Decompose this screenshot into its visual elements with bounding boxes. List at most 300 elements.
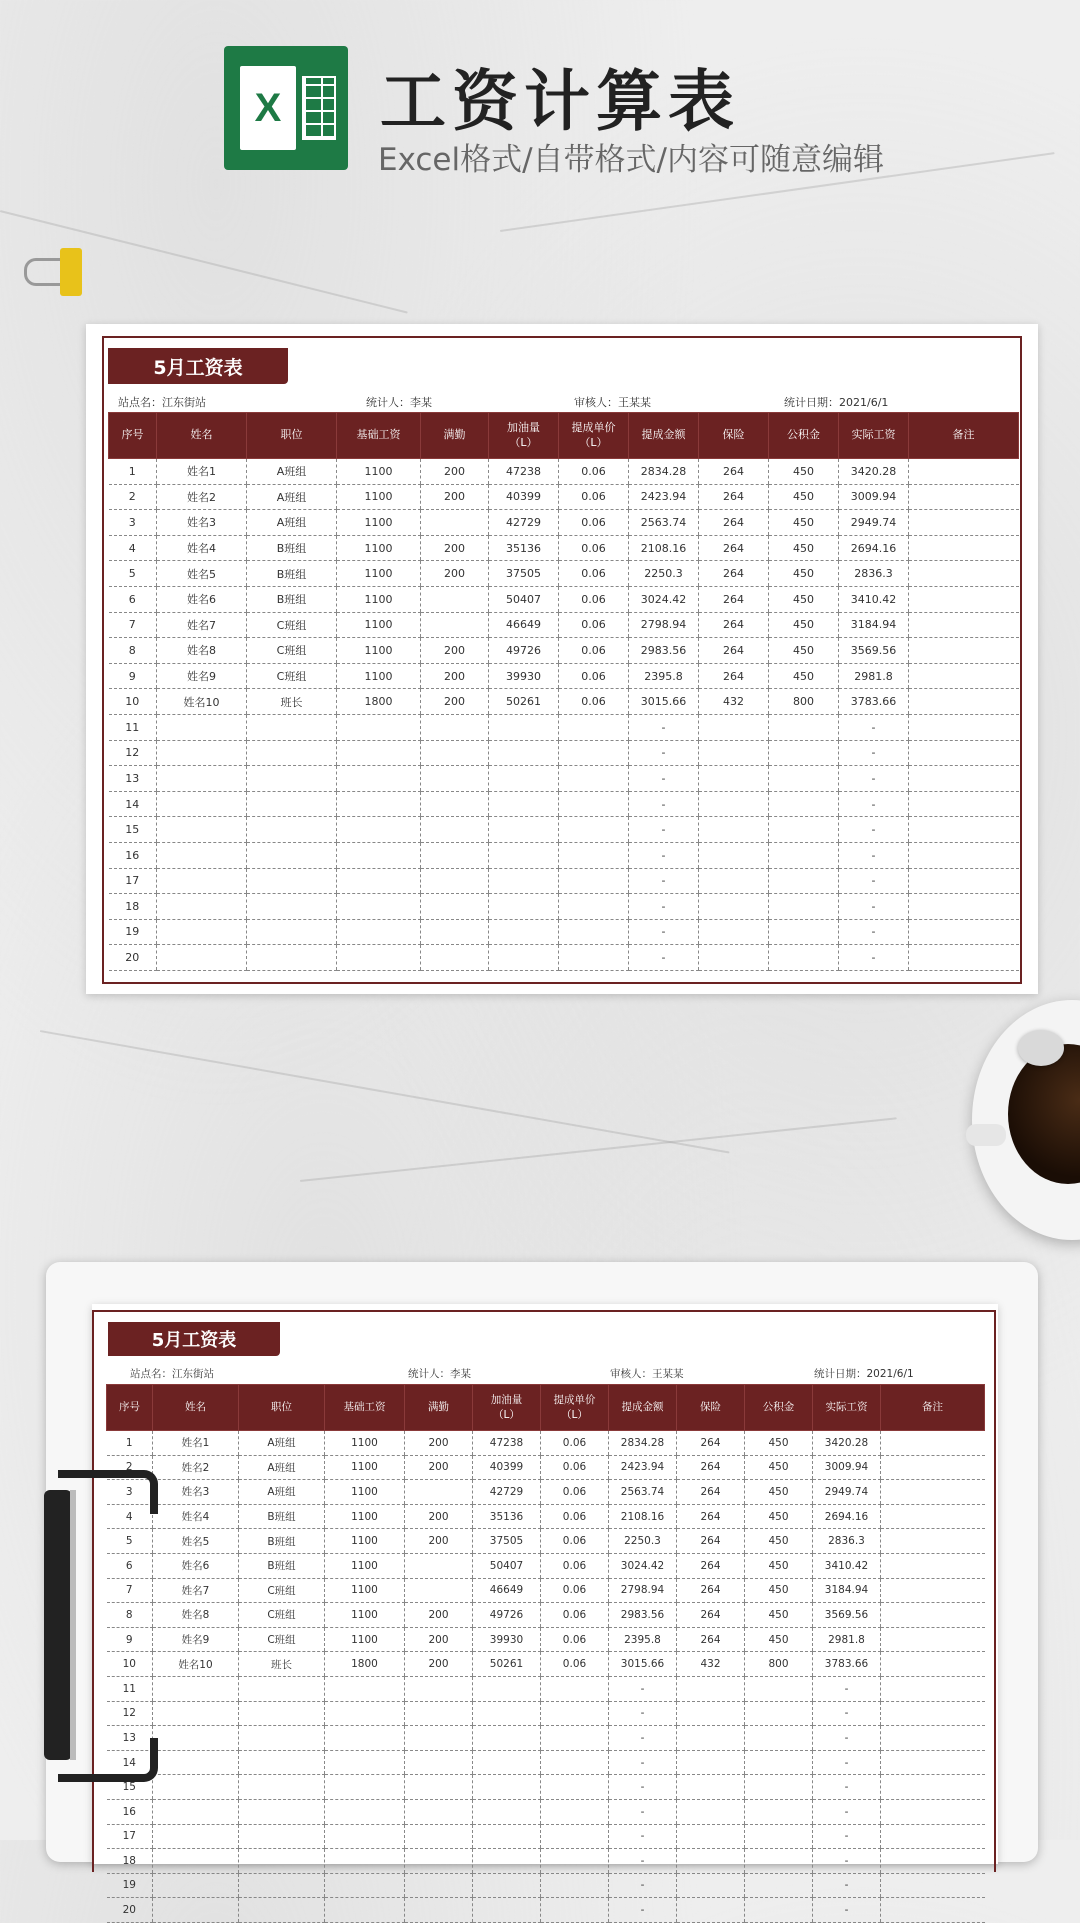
table-cell[interactable]: 姓名8 bbox=[153, 1603, 239, 1628]
table-cell[interactable] bbox=[405, 1553, 473, 1578]
table-cell[interactable] bbox=[909, 791, 1019, 817]
table-cell[interactable]: 14 bbox=[109, 791, 157, 817]
table-cell[interactable] bbox=[699, 714, 769, 740]
table-cell[interactable]: 2423.94 bbox=[629, 484, 699, 510]
table-cell[interactable]: - bbox=[813, 1750, 881, 1775]
table-cell[interactable] bbox=[473, 1849, 541, 1874]
table-cell[interactable]: 3 bbox=[107, 1480, 153, 1505]
table-cell[interactable]: - bbox=[629, 945, 699, 971]
table-cell[interactable]: 16 bbox=[107, 1799, 153, 1824]
table-cell[interactable] bbox=[473, 1701, 541, 1726]
table-cell[interactable] bbox=[157, 945, 247, 971]
table-cell[interactable] bbox=[909, 484, 1019, 510]
table-cell[interactable]: 200 bbox=[405, 1504, 473, 1529]
table-cell[interactable] bbox=[909, 868, 1019, 894]
table-cell[interactable]: 3009.94 bbox=[813, 1455, 881, 1480]
table-cell[interactable]: 2949.74 bbox=[839, 510, 909, 536]
table-cell[interactable]: 姓名4 bbox=[157, 535, 247, 561]
table-cell[interactable]: 0.06 bbox=[559, 484, 629, 510]
table-cell[interactable] bbox=[325, 1750, 405, 1775]
table-cell[interactable] bbox=[421, 740, 489, 766]
table-cell[interactable]: 4 bbox=[109, 535, 157, 561]
table-cell[interactable]: 2 bbox=[109, 484, 157, 510]
table-cell[interactable]: 2798.94 bbox=[629, 612, 699, 638]
table-cell[interactable] bbox=[909, 638, 1019, 664]
table-cell[interactable]: 450 bbox=[769, 612, 839, 638]
table-cell[interactable]: - bbox=[839, 740, 909, 766]
table-cell[interactable]: 200 bbox=[405, 1455, 473, 1480]
table-cell[interactable]: A班组 bbox=[247, 484, 337, 510]
table-cell[interactable]: - bbox=[609, 1849, 677, 1874]
table-cell[interactable]: A班组 bbox=[247, 510, 337, 536]
table-cell[interactable]: 1100 bbox=[337, 612, 421, 638]
table-cell[interactable]: - bbox=[609, 1799, 677, 1824]
table-cell[interactable] bbox=[677, 1849, 745, 1874]
table-cell[interactable]: 264 bbox=[677, 1578, 745, 1603]
table-cell[interactable] bbox=[247, 894, 337, 920]
table-cell[interactable] bbox=[421, 766, 489, 792]
table-cell[interactable] bbox=[489, 766, 559, 792]
table-cell[interactable]: 8 bbox=[107, 1603, 153, 1628]
table-cell[interactable]: - bbox=[813, 1898, 881, 1923]
table-cell[interactable]: 姓名5 bbox=[157, 561, 247, 587]
table-cell[interactable]: 姓名10 bbox=[157, 689, 247, 715]
table-cell[interactable]: 200 bbox=[405, 1627, 473, 1652]
table-cell[interactable] bbox=[337, 791, 421, 817]
table-cell[interactable] bbox=[405, 1701, 473, 1726]
table-cell[interactable]: - bbox=[629, 766, 699, 792]
table-cell[interactable]: 264 bbox=[677, 1480, 745, 1505]
table-cell[interactable] bbox=[541, 1849, 609, 1874]
table-cell[interactable] bbox=[909, 535, 1019, 561]
table-cell[interactable]: 200 bbox=[421, 689, 489, 715]
table-cell[interactable] bbox=[157, 868, 247, 894]
table-cell[interactable]: 1100 bbox=[325, 1603, 405, 1628]
table-cell[interactable] bbox=[745, 1898, 813, 1923]
table-cell[interactable]: 2423.94 bbox=[609, 1455, 677, 1480]
table-cell[interactable] bbox=[489, 894, 559, 920]
table-cell[interactable] bbox=[489, 868, 559, 894]
table-cell[interactable]: A班组 bbox=[239, 1455, 325, 1480]
table-cell[interactable]: 264 bbox=[677, 1603, 745, 1628]
table-cell[interactable]: 3783.66 bbox=[839, 689, 909, 715]
table-cell[interactable]: - bbox=[839, 817, 909, 843]
table-cell[interactable]: 3420.28 bbox=[839, 459, 909, 485]
table-cell[interactable] bbox=[325, 1676, 405, 1701]
table-cell[interactable] bbox=[677, 1726, 745, 1751]
table-cell[interactable]: 264 bbox=[699, 612, 769, 638]
table-cell[interactable]: 0.06 bbox=[559, 561, 629, 587]
table-cell[interactable] bbox=[745, 1676, 813, 1701]
table-cell[interactable]: B班组 bbox=[247, 586, 337, 612]
table-cell[interactable] bbox=[541, 1873, 609, 1898]
table-cell[interactable]: 2834.28 bbox=[629, 459, 699, 485]
table-cell[interactable] bbox=[881, 1480, 985, 1505]
table-cell[interactable]: 0.06 bbox=[541, 1455, 609, 1480]
table-cell[interactable] bbox=[541, 1775, 609, 1800]
table-cell[interactable]: 1100 bbox=[337, 484, 421, 510]
table-cell[interactable]: - bbox=[609, 1775, 677, 1800]
table-cell[interactable] bbox=[881, 1504, 985, 1529]
table-cell[interactable]: 450 bbox=[769, 561, 839, 587]
table-cell[interactable]: 3184.94 bbox=[813, 1578, 881, 1603]
table-cell[interactable]: 432 bbox=[699, 689, 769, 715]
table-cell[interactable] bbox=[153, 1824, 239, 1849]
table-cell[interactable]: 5 bbox=[107, 1529, 153, 1554]
table-cell[interactable]: 6 bbox=[107, 1553, 153, 1578]
table-cell[interactable] bbox=[153, 1898, 239, 1923]
table-cell[interactable] bbox=[473, 1873, 541, 1898]
table-cell[interactable]: 18 bbox=[109, 894, 157, 920]
table-cell[interactable] bbox=[769, 919, 839, 945]
table-cell[interactable] bbox=[421, 510, 489, 536]
table-cell[interactable] bbox=[239, 1873, 325, 1898]
table-cell[interactable]: - bbox=[839, 791, 909, 817]
table-cell[interactable] bbox=[247, 740, 337, 766]
table-cell[interactable]: 班长 bbox=[239, 1652, 325, 1677]
table-cell[interactable] bbox=[405, 1578, 473, 1603]
table-cell[interactable] bbox=[421, 791, 489, 817]
table-cell[interactable]: 1 bbox=[107, 1431, 153, 1456]
table-cell[interactable]: 16 bbox=[109, 842, 157, 868]
table-cell[interactable]: 3783.66 bbox=[813, 1652, 881, 1677]
table-cell[interactable] bbox=[699, 919, 769, 945]
table-cell[interactable]: A班组 bbox=[239, 1431, 325, 1456]
table-cell[interactable]: 20 bbox=[109, 945, 157, 971]
table-cell[interactable] bbox=[239, 1701, 325, 1726]
table-cell[interactable] bbox=[405, 1898, 473, 1923]
table-cell[interactable]: - bbox=[839, 945, 909, 971]
table-cell[interactable]: 1100 bbox=[325, 1480, 405, 1505]
table-cell[interactable]: 2983.56 bbox=[609, 1603, 677, 1628]
table-cell[interactable]: 9 bbox=[109, 663, 157, 689]
table-cell[interactable]: C班组 bbox=[239, 1578, 325, 1603]
table-cell[interactable]: 2395.8 bbox=[629, 663, 699, 689]
table-cell[interactable] bbox=[489, 919, 559, 945]
table-cell[interactable]: 姓名3 bbox=[157, 510, 247, 536]
table-cell[interactable]: - bbox=[629, 894, 699, 920]
table-cell[interactable]: - bbox=[839, 842, 909, 868]
table-cell[interactable]: 2563.74 bbox=[629, 510, 699, 536]
table-cell[interactable]: 200 bbox=[421, 663, 489, 689]
table-cell[interactable]: 2 bbox=[107, 1455, 153, 1480]
table-cell[interactable]: 42729 bbox=[473, 1480, 541, 1505]
table-cell[interactable] bbox=[153, 1750, 239, 1775]
table-cell[interactable]: - bbox=[839, 714, 909, 740]
table-cell[interactable]: 2798.94 bbox=[609, 1578, 677, 1603]
table-cell[interactable]: - bbox=[609, 1824, 677, 1849]
table-cell[interactable] bbox=[421, 612, 489, 638]
table-cell[interactable]: 450 bbox=[745, 1431, 813, 1456]
table-cell[interactable]: 1100 bbox=[337, 561, 421, 587]
table-cell[interactable]: 450 bbox=[745, 1578, 813, 1603]
table-cell[interactable]: 7 bbox=[109, 612, 157, 638]
table-cell[interactable] bbox=[559, 740, 629, 766]
table-cell[interactable]: 0.06 bbox=[541, 1504, 609, 1529]
table-cell[interactable]: 姓名1 bbox=[153, 1431, 239, 1456]
table-cell[interactable]: 450 bbox=[745, 1504, 813, 1529]
table-cell[interactable] bbox=[489, 714, 559, 740]
table-cell[interactable] bbox=[881, 1824, 985, 1849]
table-cell[interactable] bbox=[247, 817, 337, 843]
table-cell[interactable]: 18 bbox=[107, 1849, 153, 1874]
table-cell[interactable]: 46649 bbox=[489, 612, 559, 638]
table-cell[interactable]: 450 bbox=[769, 484, 839, 510]
table-cell[interactable]: 0.06 bbox=[541, 1652, 609, 1677]
table-cell[interactable] bbox=[677, 1701, 745, 1726]
table-cell[interactable]: 2563.74 bbox=[609, 1480, 677, 1505]
table-cell[interactable]: 200 bbox=[421, 535, 489, 561]
table-cell[interactable]: 1 bbox=[109, 459, 157, 485]
table-cell[interactable]: 5 bbox=[109, 561, 157, 587]
table-cell[interactable]: B班组 bbox=[247, 561, 337, 587]
table-cell[interactable] bbox=[325, 1726, 405, 1751]
table-cell[interactable]: 450 bbox=[745, 1480, 813, 1505]
table-cell[interactable] bbox=[881, 1799, 985, 1824]
table-cell[interactable]: 3420.28 bbox=[813, 1431, 881, 1456]
table-cell[interactable] bbox=[337, 817, 421, 843]
table-cell[interactable]: 3410.42 bbox=[813, 1553, 881, 1578]
table-cell[interactable]: 3024.42 bbox=[609, 1553, 677, 1578]
table-cell[interactable] bbox=[881, 1775, 985, 1800]
table-cell[interactable] bbox=[909, 663, 1019, 689]
table-cell[interactable] bbox=[881, 1750, 985, 1775]
table-cell[interactable]: - bbox=[629, 791, 699, 817]
table-cell[interactable] bbox=[325, 1898, 405, 1923]
table-cell[interactable]: 0.06 bbox=[541, 1480, 609, 1505]
table-cell[interactable] bbox=[745, 1775, 813, 1800]
table-cell[interactable] bbox=[909, 586, 1019, 612]
table-cell[interactable] bbox=[421, 919, 489, 945]
table-cell[interactable] bbox=[325, 1799, 405, 1824]
table-cell[interactable] bbox=[337, 766, 421, 792]
table-cell[interactable]: 10 bbox=[107, 1652, 153, 1677]
table-cell[interactable] bbox=[489, 791, 559, 817]
table-cell[interactable] bbox=[153, 1701, 239, 1726]
table-cell[interactable]: 40399 bbox=[489, 484, 559, 510]
table-cell[interactable]: 0.06 bbox=[559, 510, 629, 536]
table-cell[interactable]: 11 bbox=[109, 714, 157, 740]
table-cell[interactable]: 1100 bbox=[337, 586, 421, 612]
table-cell[interactable] bbox=[247, 919, 337, 945]
table-cell[interactable]: 1100 bbox=[337, 535, 421, 561]
table-cell[interactable]: 6 bbox=[109, 586, 157, 612]
table-cell[interactable]: - bbox=[839, 894, 909, 920]
table-cell[interactable] bbox=[489, 740, 559, 766]
table-cell[interactable]: 800 bbox=[769, 689, 839, 715]
table-cell[interactable]: 264 bbox=[699, 484, 769, 510]
table-cell[interactable] bbox=[157, 919, 247, 945]
table-cell[interactable] bbox=[473, 1750, 541, 1775]
table-cell[interactable] bbox=[405, 1824, 473, 1849]
table-cell[interactable]: 0.06 bbox=[559, 535, 629, 561]
table-cell[interactable]: 3024.42 bbox=[629, 586, 699, 612]
table-cell[interactable] bbox=[405, 1873, 473, 1898]
table-cell[interactable]: 19 bbox=[107, 1873, 153, 1898]
table-cell[interactable]: 450 bbox=[745, 1529, 813, 1554]
table-cell[interactable]: 2981.8 bbox=[839, 663, 909, 689]
table-cell[interactable] bbox=[325, 1701, 405, 1726]
table-cell[interactable] bbox=[909, 817, 1019, 843]
table-cell[interactable]: - bbox=[629, 817, 699, 843]
table-cell[interactable]: - bbox=[629, 714, 699, 740]
table-cell[interactable]: 姓名6 bbox=[153, 1553, 239, 1578]
table-cell[interactable]: 200 bbox=[421, 484, 489, 510]
table-cell[interactable] bbox=[699, 817, 769, 843]
table-cell[interactable]: 姓名5 bbox=[153, 1529, 239, 1554]
table-cell[interactable]: 264 bbox=[677, 1553, 745, 1578]
table-cell[interactable]: C班组 bbox=[239, 1603, 325, 1628]
table-cell[interactable] bbox=[473, 1726, 541, 1751]
table-cell[interactable] bbox=[677, 1799, 745, 1824]
table-cell[interactable]: - bbox=[813, 1873, 881, 1898]
table-cell[interactable] bbox=[473, 1676, 541, 1701]
table-cell[interactable] bbox=[247, 766, 337, 792]
table-cell[interactable] bbox=[157, 817, 247, 843]
table-cell[interactable]: 19 bbox=[109, 919, 157, 945]
table-cell[interactable] bbox=[699, 766, 769, 792]
table-cell[interactable] bbox=[677, 1750, 745, 1775]
table-cell[interactable] bbox=[881, 1849, 985, 1874]
table-cell[interactable] bbox=[677, 1873, 745, 1898]
table-cell[interactable] bbox=[337, 868, 421, 894]
table-cell[interactable]: 姓名9 bbox=[157, 663, 247, 689]
table-cell[interactable]: 450 bbox=[745, 1553, 813, 1578]
table-cell[interactable]: 3569.56 bbox=[839, 638, 909, 664]
table-cell[interactable]: 450 bbox=[769, 535, 839, 561]
table-cell[interactable] bbox=[405, 1726, 473, 1751]
table-cell[interactable]: 450 bbox=[769, 510, 839, 536]
table-cell[interactable] bbox=[325, 1873, 405, 1898]
table-cell[interactable] bbox=[909, 766, 1019, 792]
table-cell[interactable] bbox=[677, 1824, 745, 1849]
table-cell[interactable]: 3 bbox=[109, 510, 157, 536]
table-cell[interactable] bbox=[541, 1824, 609, 1849]
table-cell[interactable]: 264 bbox=[699, 561, 769, 587]
table-cell[interactable]: 姓名2 bbox=[157, 484, 247, 510]
table-cell[interactable] bbox=[405, 1775, 473, 1800]
table-cell[interactable]: 264 bbox=[677, 1627, 745, 1652]
table-cell[interactable]: 47238 bbox=[489, 459, 559, 485]
table-cell[interactable]: 450 bbox=[745, 1627, 813, 1652]
table-cell[interactable] bbox=[881, 1553, 985, 1578]
table-cell[interactable] bbox=[881, 1431, 985, 1456]
table-cell[interactable] bbox=[239, 1676, 325, 1701]
table-cell[interactable]: 0.06 bbox=[541, 1603, 609, 1628]
table-cell[interactable] bbox=[473, 1898, 541, 1923]
table-cell[interactable] bbox=[769, 868, 839, 894]
table-cell[interactable]: 12 bbox=[107, 1701, 153, 1726]
table-cell[interactable]: 班长 bbox=[247, 689, 337, 715]
table-cell[interactable] bbox=[239, 1824, 325, 1849]
table-cell[interactable]: B班组 bbox=[247, 535, 337, 561]
table-cell[interactable]: 450 bbox=[745, 1455, 813, 1480]
table-cell[interactable]: 9 bbox=[107, 1627, 153, 1652]
table-cell[interactable]: 3569.56 bbox=[813, 1603, 881, 1628]
table-cell[interactable] bbox=[881, 1701, 985, 1726]
table-cell[interactable]: 1100 bbox=[325, 1627, 405, 1652]
table-cell[interactable] bbox=[541, 1676, 609, 1701]
table-cell[interactable]: 264 bbox=[677, 1431, 745, 1456]
table-cell[interactable]: 3015.66 bbox=[609, 1652, 677, 1677]
table-cell[interactable] bbox=[405, 1676, 473, 1701]
table-cell[interactable] bbox=[699, 791, 769, 817]
table-cell[interactable]: 1100 bbox=[337, 510, 421, 536]
table-cell[interactable] bbox=[325, 1824, 405, 1849]
table-cell[interactable]: - bbox=[839, 766, 909, 792]
table-cell[interactable]: - bbox=[813, 1824, 881, 1849]
table-cell[interactable] bbox=[745, 1824, 813, 1849]
table-cell[interactable]: 264 bbox=[677, 1455, 745, 1480]
table-cell[interactable]: 15 bbox=[107, 1775, 153, 1800]
table-cell[interactable] bbox=[157, 740, 247, 766]
table-cell[interactable] bbox=[489, 945, 559, 971]
table-cell[interactable]: 姓名7 bbox=[153, 1578, 239, 1603]
table-cell[interactable]: 50261 bbox=[489, 689, 559, 715]
table-cell[interactable] bbox=[153, 1726, 239, 1751]
table-cell[interactable]: B班组 bbox=[239, 1504, 325, 1529]
table-cell[interactable]: 450 bbox=[769, 663, 839, 689]
table-cell[interactable]: - bbox=[813, 1701, 881, 1726]
table-cell[interactable]: 264 bbox=[699, 586, 769, 612]
table-cell[interactable]: 11 bbox=[107, 1676, 153, 1701]
table-cell[interactable] bbox=[699, 945, 769, 971]
table-cell[interactable] bbox=[337, 714, 421, 740]
table-cell[interactable] bbox=[769, 740, 839, 766]
table-cell[interactable] bbox=[247, 714, 337, 740]
table-cell[interactable] bbox=[405, 1750, 473, 1775]
table-cell[interactable]: - bbox=[813, 1676, 881, 1701]
table-cell[interactable]: 39930 bbox=[473, 1627, 541, 1652]
table-cell[interactable] bbox=[337, 740, 421, 766]
table-cell[interactable]: 3184.94 bbox=[839, 612, 909, 638]
table-cell[interactable]: 0.06 bbox=[559, 689, 629, 715]
table-cell[interactable]: 15 bbox=[109, 817, 157, 843]
table-cell[interactable] bbox=[745, 1750, 813, 1775]
table-cell[interactable] bbox=[559, 817, 629, 843]
table-cell[interactable]: A班组 bbox=[247, 459, 337, 485]
table-cell[interactable] bbox=[881, 1652, 985, 1677]
table-cell[interactable]: - bbox=[609, 1676, 677, 1701]
table-cell[interactable] bbox=[909, 689, 1019, 715]
table-cell[interactable] bbox=[769, 714, 839, 740]
table-cell[interactable] bbox=[337, 894, 421, 920]
table-cell[interactable] bbox=[769, 842, 839, 868]
table-cell[interactable]: 2694.16 bbox=[813, 1504, 881, 1529]
table-cell[interactable] bbox=[239, 1726, 325, 1751]
table-cell[interactable]: - bbox=[813, 1849, 881, 1874]
table-cell[interactable]: - bbox=[813, 1726, 881, 1751]
table-cell[interactable]: - bbox=[609, 1873, 677, 1898]
table-cell[interactable]: 13 bbox=[107, 1726, 153, 1751]
table-cell[interactable] bbox=[745, 1849, 813, 1874]
table-cell[interactable] bbox=[699, 894, 769, 920]
table-cell[interactable]: - bbox=[629, 868, 699, 894]
table-cell[interactable] bbox=[909, 945, 1019, 971]
table-cell[interactable] bbox=[157, 894, 247, 920]
table-cell[interactable]: 450 bbox=[745, 1603, 813, 1628]
table-cell[interactable] bbox=[909, 510, 1019, 536]
table-cell[interactable]: 264 bbox=[677, 1504, 745, 1529]
table-cell[interactable]: 42729 bbox=[489, 510, 559, 536]
table-cell[interactable]: 0.06 bbox=[559, 638, 629, 664]
table-cell[interactable] bbox=[559, 791, 629, 817]
table-cell[interactable] bbox=[909, 561, 1019, 587]
table-cell[interactable]: 0.06 bbox=[559, 459, 629, 485]
table-cell[interactable]: 50407 bbox=[489, 586, 559, 612]
table-cell[interactable]: 2834.28 bbox=[609, 1431, 677, 1456]
table-cell[interactable]: 800 bbox=[745, 1652, 813, 1677]
